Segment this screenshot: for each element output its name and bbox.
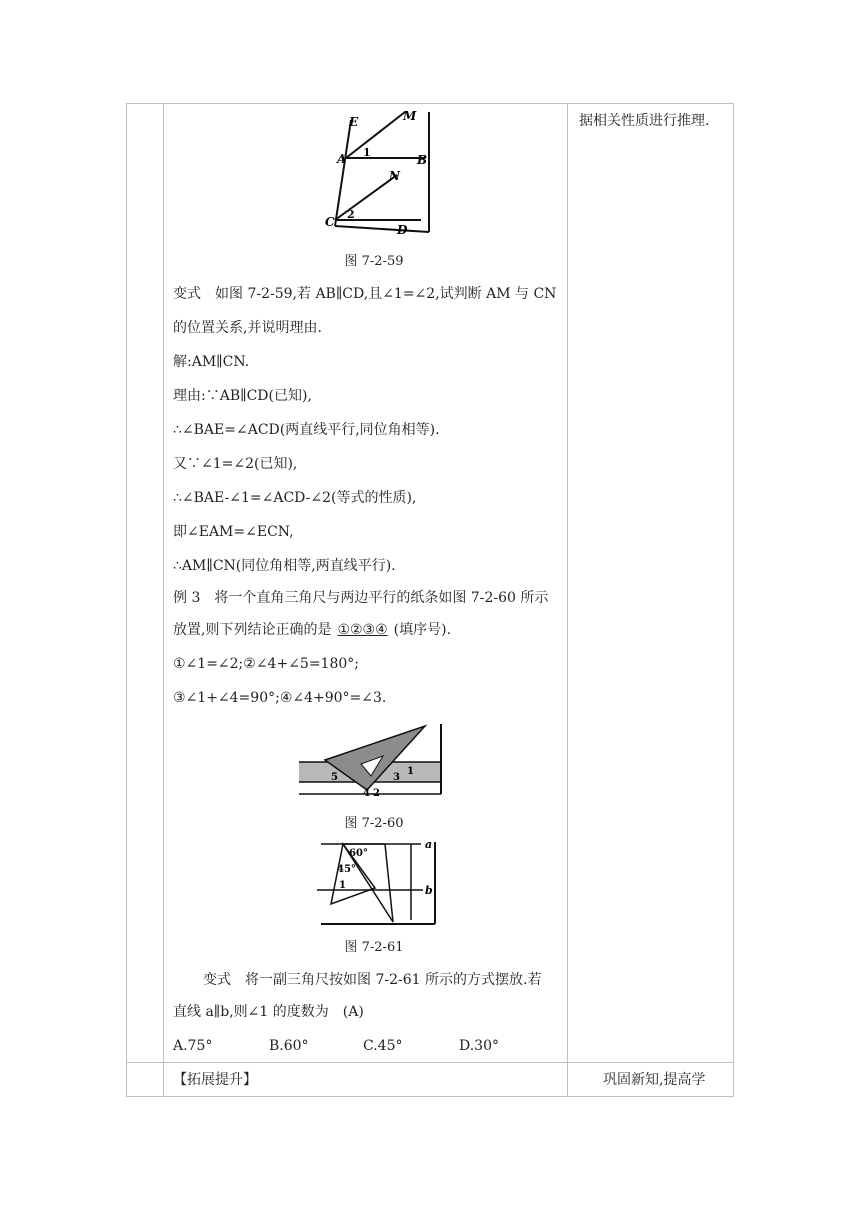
figure-7-2-60 (295, 720, 445, 798)
angle-1-label: 1 (339, 880, 346, 891)
label-D: D (397, 223, 408, 236)
angle-45-label: 45° (337, 864, 356, 875)
solution-line-5: ∴∠BAE-∠1=∠ACD-∠2(等式的性质), (173, 490, 417, 506)
lesson-table (126, 103, 734, 1097)
label-M: M (403, 109, 417, 123)
angle-5-label: 5 (331, 772, 338, 783)
figure-7-2-59 (313, 108, 453, 236)
solution-line-1: 解:AM∥CN. (173, 354, 250, 370)
angle-1-label: 1 (407, 766, 414, 777)
solution-line-3: ∴∠BAE=∠ACD(两直线平行,同位角相等). (173, 422, 440, 438)
option-c: C.45° (363, 1038, 403, 1054)
section-heading: 【拓展提升】 (173, 1072, 257, 1088)
example3-line2 (173, 620, 451, 640)
column-divider-1 (163, 104, 164, 1096)
angle-3-label: 3 (393, 772, 400, 783)
footer-side-note: 巩固新知,提高学 (603, 1072, 706, 1088)
variant1-line1: 变式 如图 7-2-59,若 AB∥CD,且∠1=∠2,试判断 AM 与 CN (173, 286, 557, 302)
option-a: A.75° (173, 1038, 213, 1054)
angle-4-label: 4 (363, 788, 370, 798)
figure-7-2-61 (313, 836, 443, 928)
angle-2-label: 2 (347, 208, 355, 221)
label-C: C (325, 215, 335, 229)
angle-1-label: 1 (363, 146, 371, 159)
example3-prompt: 放置,则下列结论正确的是 (173, 622, 332, 638)
variant1-line2: 的位置关系,并说明理由. (173, 320, 322, 336)
angle-60-label: 60° (349, 848, 368, 859)
angle-2-label: 2 (373, 788, 380, 798)
line-b-label: b (425, 884, 433, 897)
label-A: A (337, 152, 347, 166)
label-B: B (417, 153, 428, 167)
solution-line-4: 又∵∠1=∠2(已知), (173, 456, 298, 472)
variant2-line2: 直线 a∥b,则∠1 的度数为 (A) (173, 1004, 364, 1020)
example3-line3: ①∠1=∠2;②∠4+∠5=180°; (173, 656, 359, 672)
solution-line-2: 理由:∵AB∥CD(已知), (173, 388, 312, 404)
figure-7-2-59-caption: 图 7-2-59 (344, 254, 404, 269)
label-E: E (349, 115, 359, 129)
variant2-line1: 变式 将一副三角尺按如图 7-2-61 所示的方式摆放.若 (203, 972, 542, 988)
example3-line4: ③∠1+∠4=90°;④∠4+90°=∠3. (173, 690, 387, 706)
example3-line1: 例 3 将一个直角三角尺与两边平行的纸条如图 7-2-60 所示 (173, 590, 549, 606)
example3-suffix: (填序号). (393, 622, 452, 638)
row-divider (127, 1062, 733, 1063)
option-d: D.30° (459, 1038, 499, 1054)
example3-answer: ①②③④ (337, 622, 388, 638)
side-note: 据相关性质进行推理. (579, 113, 710, 129)
line-a-label: a (425, 838, 433, 851)
figure-7-2-60-caption: 图 7-2-60 (344, 816, 404, 831)
solution-line-6: 即∠EAM=∠ECN, (173, 524, 294, 540)
label-N: N (389, 169, 400, 183)
option-b: B.60° (269, 1038, 309, 1054)
solution-line-7: ∴AM∥CN(同位角相等,两直线平行). (173, 558, 396, 574)
figure-7-2-61-caption: 图 7-2-61 (344, 940, 404, 955)
